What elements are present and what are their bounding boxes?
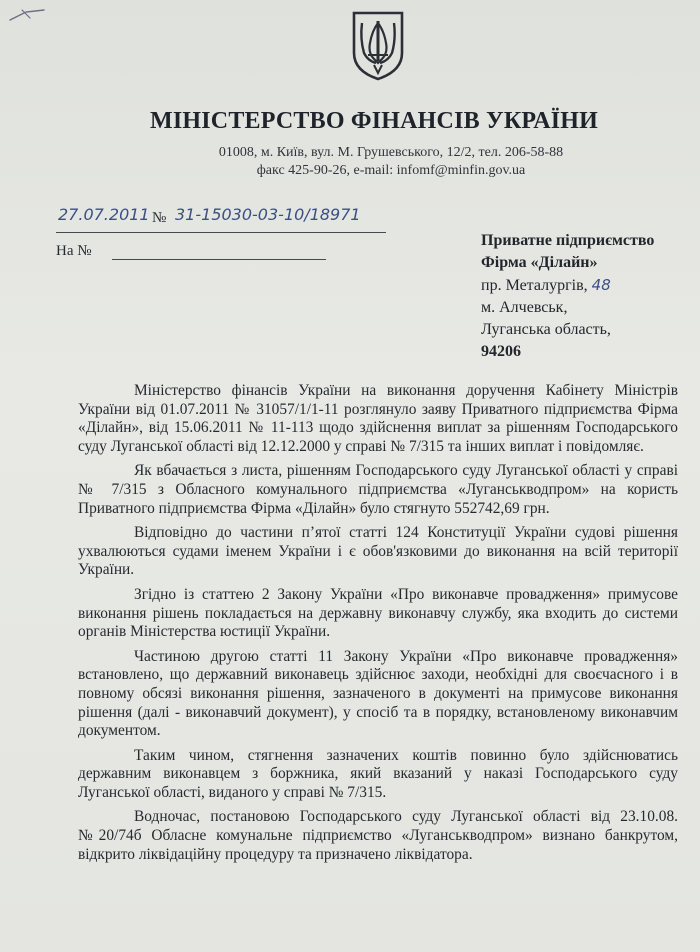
- body-paragraph: Згідно із статтею 2 Закону України «Про виконавче провадження» примусове виконання рішень покладається на державну виконавчу службу, яка входить до системи органів Міністерства юстиції України.: [78, 585, 678, 641]
- ministry-title: МІНІСТЕРСТВО ФІНАНСІВ УКРАЇНИ: [150, 108, 599, 134]
- addressee-street: [481, 274, 693, 297]
- addressee-region: Луганська область,: [481, 321, 611, 338]
- body-paragraph: Як вбачається з листа, рішенням Господарського суду Луганської області у справі № 7/315 з Обласного комунального підприємства «Луганськводпром» на користь Приватного підприємства Фірма «Ділайн» було стягнуто 552742,69 грн.: [78, 462, 678, 517]
- ministry-contacts: факс 425-90-26, e-mail: infomf@minfin.gov.ua: [256, 163, 526, 178]
- registration-number: 31-15030-03-10/18971: [175, 205, 361, 224]
- handwritten-mark-icon: [8, 8, 46, 22]
- reference-line: [112, 259, 326, 260]
- coat-of-arms-icon: [350, 9, 406, 81]
- addressee-postcode: 94206: [481, 343, 521, 360]
- body-paragraph: Таким чином, стягнення зазначених коштів повинно було здійснюватись державним виконавцем з боржника, який вказаний у наказі Господарського суду Луганської області, виданого у справі № 7/315.: [78, 746, 678, 801]
- body-paragraph: Міністерство фінансів України на виконання доручення Кабінету Міністрів України від 01.07.2011 № 31057/1/1-11 розглянуло заяву Приватного підприємства Фірма «Ділайн», від 15.06.2011 № 11-113 щодо здійснення виплат за рішенням Господарського суду Луганської області від 12.12.2000 у справі № 7/315 та інших виплат і повідомляє.: [78, 382, 678, 455]
- addressee-street-label: пр. Металургів,: [481, 277, 588, 294]
- registration-date: 27.07.2011: [58, 205, 150, 224]
- body-paragraph: Відповідно до частини п’ятої статті 124 Конституції України судові рішення ухвалюються судами іменем України і є обов'язковими до виконання на всій території України.: [78, 524, 678, 579]
- body-paragraph: Водночас, постановою Господарського суду Луганської області від 23.10.08. №20/74б Обласне комунальне підприємство «Луганськводпром» визнано банкрутом, відкрито ліквідаційну процедуру та призначено ліквідатора.: [78, 808, 678, 863]
- reference-label: На №: [56, 243, 92, 259]
- addressee-block: [481, 230, 693, 363]
- addressee-company-type: Приватне підприємство: [481, 232, 655, 249]
- letter-body: [78, 382, 678, 870]
- addressee-city: м. Алчевськ,: [481, 299, 568, 316]
- ministry-address: 01008, м. Київ, вул. М. Грушевського, 12/2, тел. 206-58-88: [218, 145, 564, 160]
- addressee-street-number: 48: [591, 276, 611, 294]
- body-paragraph: Частиною другою статті 11 Закону України «Про виконавче провадження» встановлено, що державний виконавець здійснює заходи, необхідні для своєчасного і в повному обсязі виконання рішення, зазначеного в документі на примусове виконання рішення (далі - виконавчий документ), у спосіб та в порядку, встановленому виконавчим документом.: [78, 647, 678, 740]
- registration-number-label: №: [152, 210, 167, 226]
- addressee-company-name: Фірма «Ділайн»: [481, 254, 598, 271]
